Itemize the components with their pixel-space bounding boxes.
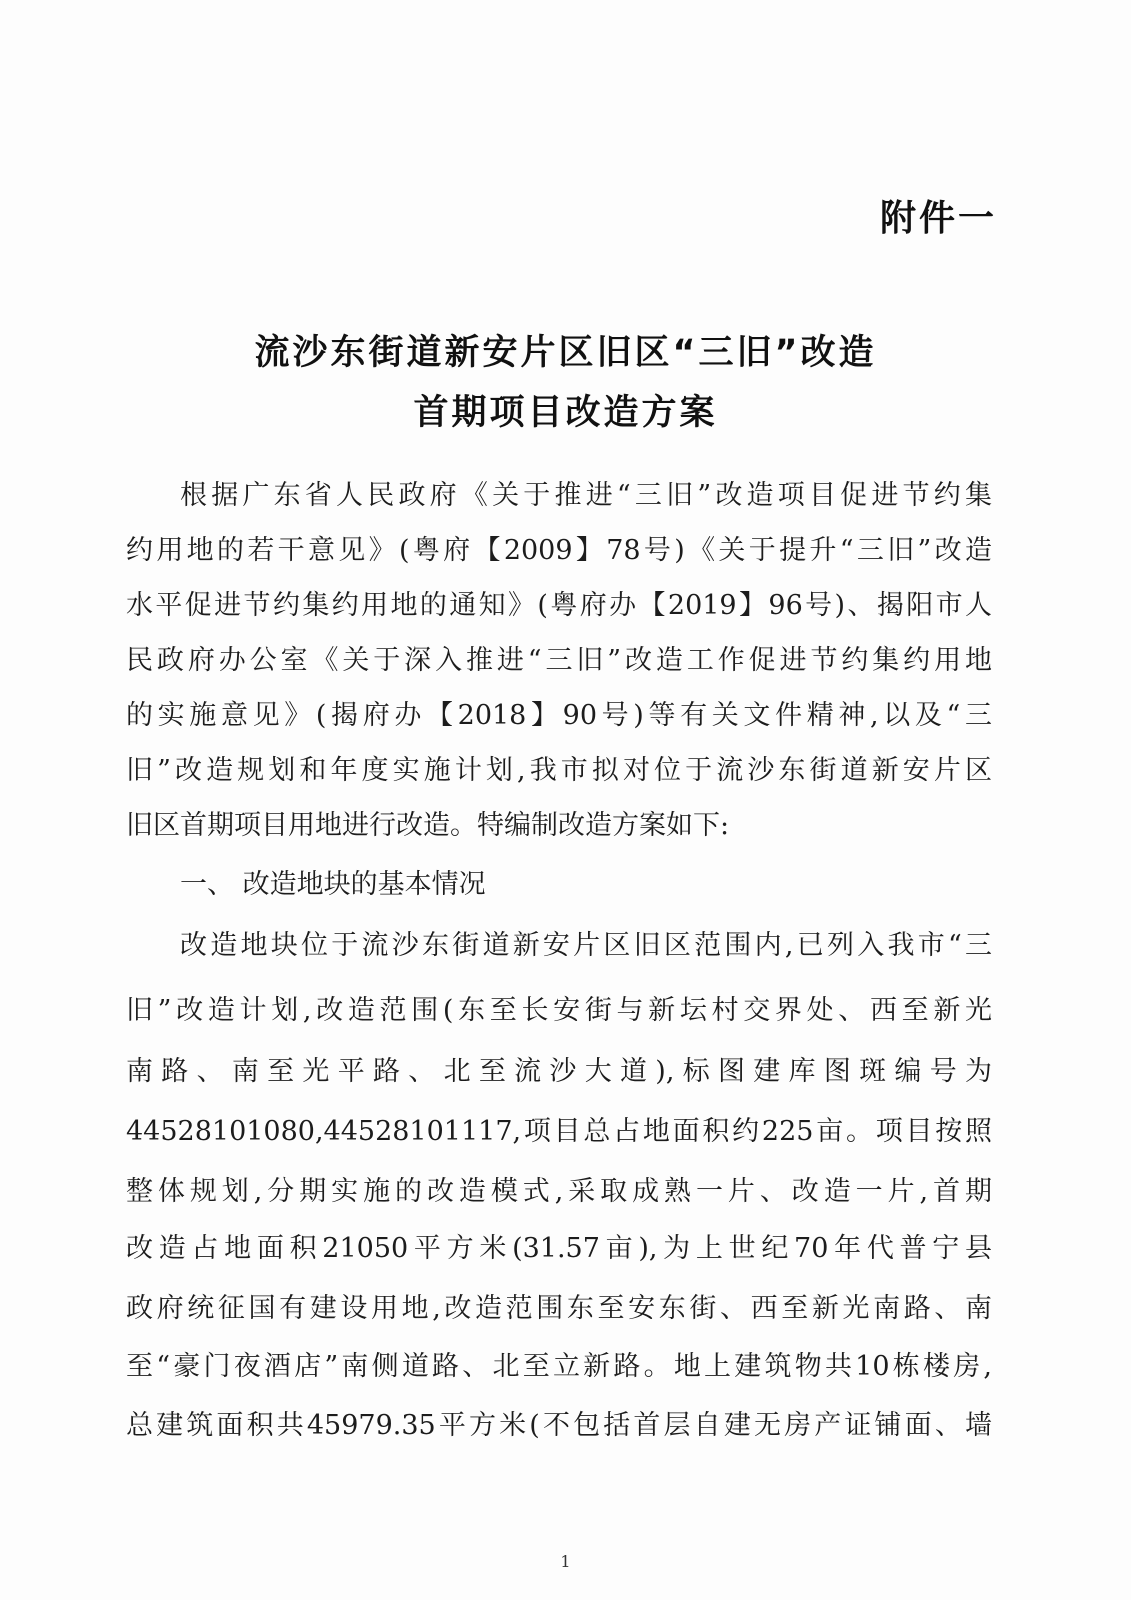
section-line: 政府统征国有建设用地,改造范围东至安东街、西至新光南路、南: [126, 1293, 992, 1324]
body-line: 旧区首期项目用地进行改造。特编制改造方案如下:: [126, 810, 730, 841]
section-line: 改造地块位于流沙东街道新安片区旧区范围内,已列入我市“三: [180, 930, 992, 961]
body-line: 的实施意见》(揭府办【2018】90号)等有关文件精神,以及“三: [126, 700, 992, 731]
body-line: 约用地的若干意见》(粤府【2009】78号)《关于提升“三旧”改造: [126, 535, 992, 566]
section-line: 南路、南至光平路、北至流沙大道),标图建库图斑编号为: [126, 1056, 992, 1087]
body-line: 根据广东省人民政府《关于推进“三旧”改造项目促进节约集: [180, 480, 992, 511]
document-title-line-1: 流沙东街道新安片区旧区“三旧”改造: [254, 333, 877, 373]
body-line: 旧”改造规划和年度实施计划,我市拟对位于流沙东街道新安片区: [126, 755, 992, 786]
section-heading: 一、 改造地块的基本情况: [180, 869, 486, 900]
section-line: 44528101080,44528101117,项目总占地面积约225亩。项目按照: [126, 1116, 992, 1147]
section-line: 旧”改造计划,改造范围(东至长安街与新坛村交界处、西至新光: [126, 995, 992, 1026]
body-line: 民政府办公室《关于深入推进“三旧”改造工作促进节约集约用地: [126, 645, 992, 676]
section-line: 总建筑面积共45979.35平方米(不包括首层自建无房产证铺面、墙: [126, 1410, 992, 1441]
section-line: 至“豪门夜酒店”南侧道路、北至立新路。地上建筑物共10栋楼房,: [126, 1351, 992, 1382]
section-line: 改造占地面积21050平方米(31.57亩),为上世纪70年代普宁县: [126, 1233, 992, 1264]
page-number: 1: [560, 1552, 571, 1571]
attachment-label: 附件一: [880, 198, 998, 239]
body-line: 水平促进节约集约用地的通知》(粤府办【2019】96号)、揭阳市人: [126, 590, 992, 621]
document-title-line-2: 首期项目改造方案: [413, 393, 718, 433]
section-line: 整体规划,分期实施的改造模式,采取成熟一片、改造一片,首期: [126, 1176, 992, 1207]
